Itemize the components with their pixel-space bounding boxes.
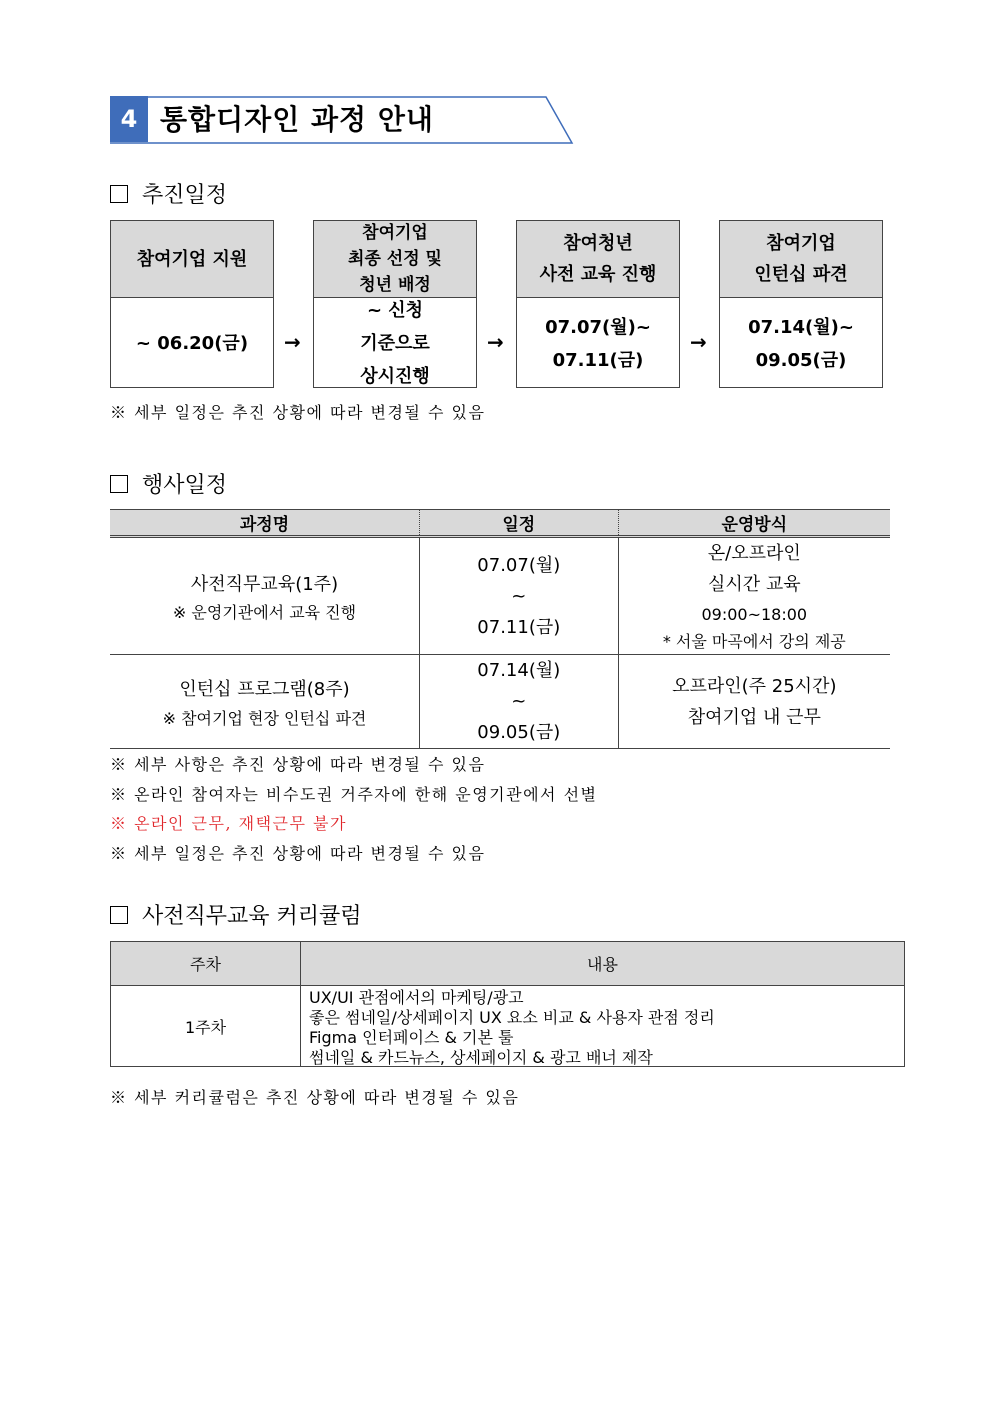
- event-method-sub: * 서울 마곡에서 강의 제공: [662, 632, 846, 651]
- event-date: 07.07(월) ~ 07.11(금): [419, 537, 618, 655]
- schedule-box-internship: [719, 220, 883, 388]
- section-number: 4: [110, 96, 148, 142]
- event-name-cell: [110, 537, 419, 655]
- curriculum-item: 좋은 썸네일/상세페이지 UX 요소 비교 & 사용자 관점 정리: [309, 1008, 715, 1027]
- curriculum-item: UX/UI 관점에서의 마케팅/광고: [309, 988, 524, 1007]
- schedule-box-selection: [313, 220, 477, 388]
- event-method-cell: [618, 537, 890, 655]
- checkbox-icon: [110, 475, 128, 493]
- schedule-box-title: 참여기업 지원: [111, 221, 273, 298]
- events-heading: 행사일정: [110, 468, 227, 499]
- events-note: ※ 세부 사항은 추진 상황에 따라 변경될 수 있음: [110, 755, 486, 774]
- event-name-sub: ※ 참여기업 현장 인턴십 파견: [162, 709, 367, 728]
- curriculum-content-cell: [301, 986, 905, 1067]
- event-method: 온/오프라인 실시간 교육: [707, 543, 801, 595]
- schedule-box-date: ~ 신청 기준으로 상시진행: [360, 300, 430, 387]
- event-method-time: 09:00~18:00: [701, 605, 808, 624]
- curriculum-header-content: 내용: [301, 942, 905, 986]
- table-row: [110, 537, 890, 655]
- schedule-heading: 추진일정: [110, 178, 227, 209]
- curriculum-table: [110, 941, 905, 1067]
- events-note: ※ 세부 일정은 추진 상황에 따라 변경될 수 있음: [110, 844, 486, 863]
- table-row: [111, 986, 905, 1067]
- schedule-box-title: 참여청년 사전 교육 진행: [517, 221, 679, 298]
- schedule-box-date: ~ 06.20(금): [135, 333, 249, 354]
- event-method: 오프라인(주 25시간) 참여기업 내 근무: [618, 655, 890, 749]
- curriculum-item: 썸네일 & 카드뉴스, 상세페이지 & 광고 배너 제작: [309, 1048, 653, 1067]
- arrow-right-icon: →: [690, 330, 707, 354]
- curriculum-heading: 사전직무교육 커리큘럼: [110, 899, 362, 930]
- event-name: 사전직무교육(1주): [190, 573, 339, 595]
- events-table: [110, 509, 890, 749]
- schedule-box-date: 07.07(월)~ 07.11(금): [545, 316, 651, 371]
- events-note-warning: ※ 온라인 근무, 재택근무 불가: [110, 814, 347, 833]
- curriculum-item: Figma 인터페이스 & 기본 툴: [309, 1028, 514, 1047]
- section-title: 통합디자인 과정 안내: [160, 103, 434, 136]
- schedule-box-date: 07.14(월)~ 09.05(금): [748, 316, 854, 371]
- arrow-right-icon: →: [284, 330, 301, 354]
- curriculum-header-week: 주차: [111, 942, 301, 986]
- schedule-box-education: [516, 220, 680, 388]
- event-name-cell: [110, 655, 419, 749]
- events-header-name: 과정명: [110, 510, 419, 537]
- curriculum-note: ※ 세부 커리큘럼은 추진 상황에 따라 변경될 수 있음: [110, 1088, 520, 1107]
- schedule-box-apply: [110, 220, 274, 388]
- checkbox-icon: [110, 906, 128, 924]
- event-name: 인턴십 프로그램(8주): [179, 679, 350, 700]
- events-note: ※ 온라인 참여자는 비수도권 거주자에 한해 운영기관에서 선별: [110, 785, 598, 804]
- table-row: [110, 655, 890, 749]
- schedule-note: ※ 세부 일정은 추진 상황에 따라 변경될 수 있음: [110, 403, 486, 422]
- schedule-box-title: 참여기업 최종 선정 및 청년 배정: [314, 221, 476, 298]
- schedule-box-title: 참여기업 인턴십 파견: [720, 221, 882, 298]
- event-name-sub: ※ 운영기관에서 교육 진행: [172, 602, 357, 622]
- curriculum-week: 1주차: [111, 986, 301, 1067]
- checkbox-icon: [110, 185, 128, 203]
- events-header-date: 일정: [419, 510, 618, 537]
- events-header-method: 운영방식: [618, 510, 890, 537]
- event-date: 07.14(월) ~ 09.05(금): [419, 655, 618, 749]
- arrow-right-icon: →: [487, 330, 504, 354]
